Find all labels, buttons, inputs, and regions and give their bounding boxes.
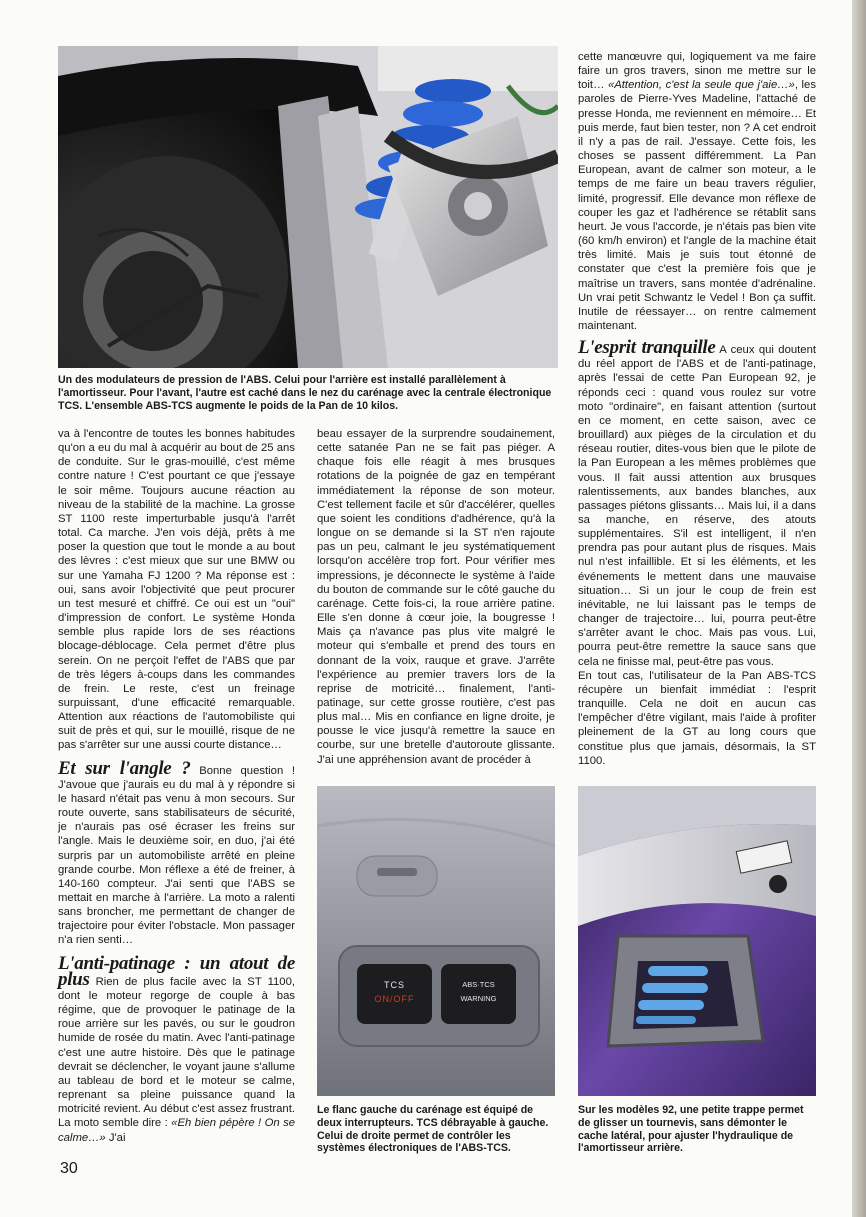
col2-paragraph-1: beau essayer de la surprendre soudainement, cette satanée Pan ne se fait pas piéger. A chaque fois elle réagit à mes brusques rotations de la poignée de gaz en tempérant immédiatement la réponse de son moteur. C'est tellement facile et sûr d'accélérer, quelles que soient les conditions d'adhérence, qu'à la longue on se demande si la ST n'en rajoute pas un peu, calmant le jeu systématiquement lorsqu'on accélère trop fort. Pour vérifier mes impressions, je déconnecte le système à l'aide du bouton de commande sur le côté gauche du carénage. Cette fois-ci, la roue arrière patine. Elle s'en donne à cœur joie, la bougresse ! Mais ça n'avance pas plus vite malgré le moteur qui s'emballe et prend des tours en donnant de la voix, rauque et grave. J'arrête l'expérience au premier travers lors de la reprise de motricité… finalement, l'anti-patinage, sur cette grosse routière, c'est pas plus mal… Mis en confiance en ligne droite, je pousse le vice jusqu'à remettre la sauce en courbe, sur une bretelle d'autoroute glissante. J'ai une appréhension avant de procéder à	[317, 428, 555, 766]
col3-paragraph-1: cette manœuvre qui, logiquement va me faire faire un gros travers, sinon me mettre sur le toit… «Attention, c'est la seule que j'aie…», les paroles de Pierre-Yves Madeline, l'attaché de presse Honda, me reviennent en mémoire… Et puis merde, faut bien tester, non ? A cet endroit il n'y a pas de rail. J'essaye. Cette fois, les choses se passent différemment. La Pan European, avant de calmer son moteur, a le temps de me faire un beau travers régulier, limité, progressif. Elle devance mon réflexe de couper les gaz et l'adhérence se rétablit sans heurt. Je vous l'accorde, je n'étais pas bien vite (60 km/h environ) et l'angle de la machine était très limité. Mais je suis tout étonné de constater que c'est la première fois que je maîtrise un travers, sans montée d'adrénaline. Un vrai petit Schwantz le Vedel ! Bon ça suffit. Inutile de réessayer… on rentre calmement maintenant.	[578, 51, 816, 332]
page-edge-shadow	[852, 0, 866, 1217]
abs-modulator-photo	[58, 46, 558, 368]
heading-esprit-tranquille: L'esprit tranquille	[578, 337, 716, 359]
column-3	[578, 50, 816, 768]
col3-paragraph-2: L'esprit tranquille A ceux qui doutent du réel apport de l'ABS et de l'anti-patinage, après l'essai de cette Pan European 92, je réponds ceci : quand vous roulez sur votre moto "ordinaire", en faisant attention (surtout en ce moment, en cette saison, avec ce brouillard) aux pièges de la circulation et du réseau routier, dites-vous bien que le pilote de la Pan European a les mêmes problèmes que vous. Il fait aussi attention aux brusques ralentissements, aux bandes blanches, aux passages piétons glissants… Mais lui, il a dans sa manche, en réserve, des atouts supplémentaires. S'il est intelligent, il n'en prendra pas pour autant plus de risques. Mais nul n'est infaillible. Et si les éléments, et les événements le mettent dans une mauvaise situation… Si un jour le coup de frein est inévitable, ne lui laissant pas le temps de changer de trajectoire… lui, pourra peut-être s'arrêter avant le choc. Mais pas vous. Lui, pourra peut-être remettre la sauce sans que cela ne finisse mal, peut-être pas vous.	[578, 337, 816, 668]
col1-paragraph-3: L'anti-patinage : un atout de plus Rien de plus facile avec la ST 1100, dont le moteur regorge de couple à bas régime, que de provoquer le patinage de la roue arrière sur les pavés, ou sur le goudron humide de rosée du matin. Avec l'anti-patinage c'est une autre histoire. Dès que le patinage devrait se déclencher, le voyant jaune s'allume au tableau de bord et le moteur se calme, reprenant sa pleine puissance quand la motricité revient. Au début c'est assez frustrant. La moto semble dire : «Eh bien pépère ! On se calme…» J'ai	[58, 952, 295, 1144]
side-cover-hatch-illustration	[578, 786, 816, 1096]
switches-photo	[317, 786, 555, 1096]
abs-modulator-illustration	[58, 46, 558, 368]
heading-angle: Et sur l'angle ?	[58, 757, 191, 779]
abs-tcs-warning-switch: ABS·TCS WARNING	[460, 980, 497, 1003]
trappe-photo	[578, 786, 816, 1096]
fairing-switches-illustration	[317, 786, 555, 1096]
switches-photo-caption: Le flanc gauche du carénage est équipé de deux interrupteurs. TCS débrayable à gauche. Celui de droite permet de contrôler les systèmes électroniques de l'ABS-TCS.	[317, 1104, 549, 1155]
page-number: 30	[60, 1160, 78, 1177]
tcs-on-off-switch: TCS ON/OFF	[374, 980, 415, 1004]
top-photo-caption: Un des modulateurs de pression de l'ABS. Celui pour l'arrière est installé parallèlement à l'amortisseur. Pour l'avant, l'autre est caché dans le nez du carénage avec la centrale électronique TCS. L'ensemble ABS-TCS augmente le poids de la Pan de 10 kilos.	[58, 374, 552, 412]
col1-paragraph-1: va à l'encontre de toutes les bonnes habitudes qu'on a eu du mal à acquérir au bout de 25 ans de conduite. Sur le gras-mouillé, c'est même contre nature ! C'est pourtant ce que j'essaye le soir même. Toujours aucune réaction au niveau de la stabilité de la machine. La grosse ST 1100 reste imperturbable jusqu'à l'arrêt total. Ca marche. J'en vois déjà, prêts à me poser la question que tout le monde a au bout des lèvres : c'est mieux que sur une BMW ou sur une Yamaha FJ 1200 ? Ma réponse est : oui, sans avoir l'objectivité que peut procurer un test mesuré et chiffré. Ce oui est un "oui" d'impression de confort. Le système Honda semble plus rapide lors de ses réactions blocage-déblocage. Cela permet d'être plus serein. On ne perçoit l'effet de l'ABS que par de très légers à-coups dans les commandes de frein. Le reste, c'est un freinage surpuissant, d'une efficacité remarquable. Attention aux réactions de l'automobiliste qui suit de près et qui, sur le mouillé, risque de ne pas s'arrêter sur une aussi courte distance…	[58, 428, 295, 752]
column-1	[58, 427, 295, 1145]
col1-paragraph-2: Et sur l'angle ? Bonne question ! J'avoue que j'aurais eu du mal à y répondre si le hasard n'était pas venu à mon secours. Sur route ouverte, sans stabilisateurs de sécurité, je n'aurais pas osé écraser les freins sur l'angle. Mais le deuxième soir, en duo, j'ai été surpris par un automobiliste arrêté en pleine grande courbe. Mon réflexe a été de freiner, à 140-160 compteur. J'ai senti que l'ABS se mettait en marche à l'arrière. La moto a ralenti sans broncher, me permettant de changer de trajectoire pour éviter l'obstacle. Mon passager n'a rien senti…	[58, 757, 295, 947]
heading-anti-patinage: L'anti-patinage : un atout de plus	[58, 952, 295, 990]
trappe-photo-caption: Sur les modèles 92, une petite trappe permet de glisser un tournevis, sans démonter le cache latéral, pour ajuster l'hydraulique de l'amortisseur arrière.	[578, 1104, 804, 1155]
col3-paragraph-3: En tout cas, l'utilisateur de la Pan ABS-TCS récupère un bienfait immédiat : l'esprit tranquille. Cela ne doit en aucun cas l'empêcher d'être vigilant, mais l'aide à profiter pleinement de la GT au long cours que constitue plus que jamais, désormais, la ST 1100.	[578, 669, 816, 767]
column-2	[317, 427, 555, 767]
